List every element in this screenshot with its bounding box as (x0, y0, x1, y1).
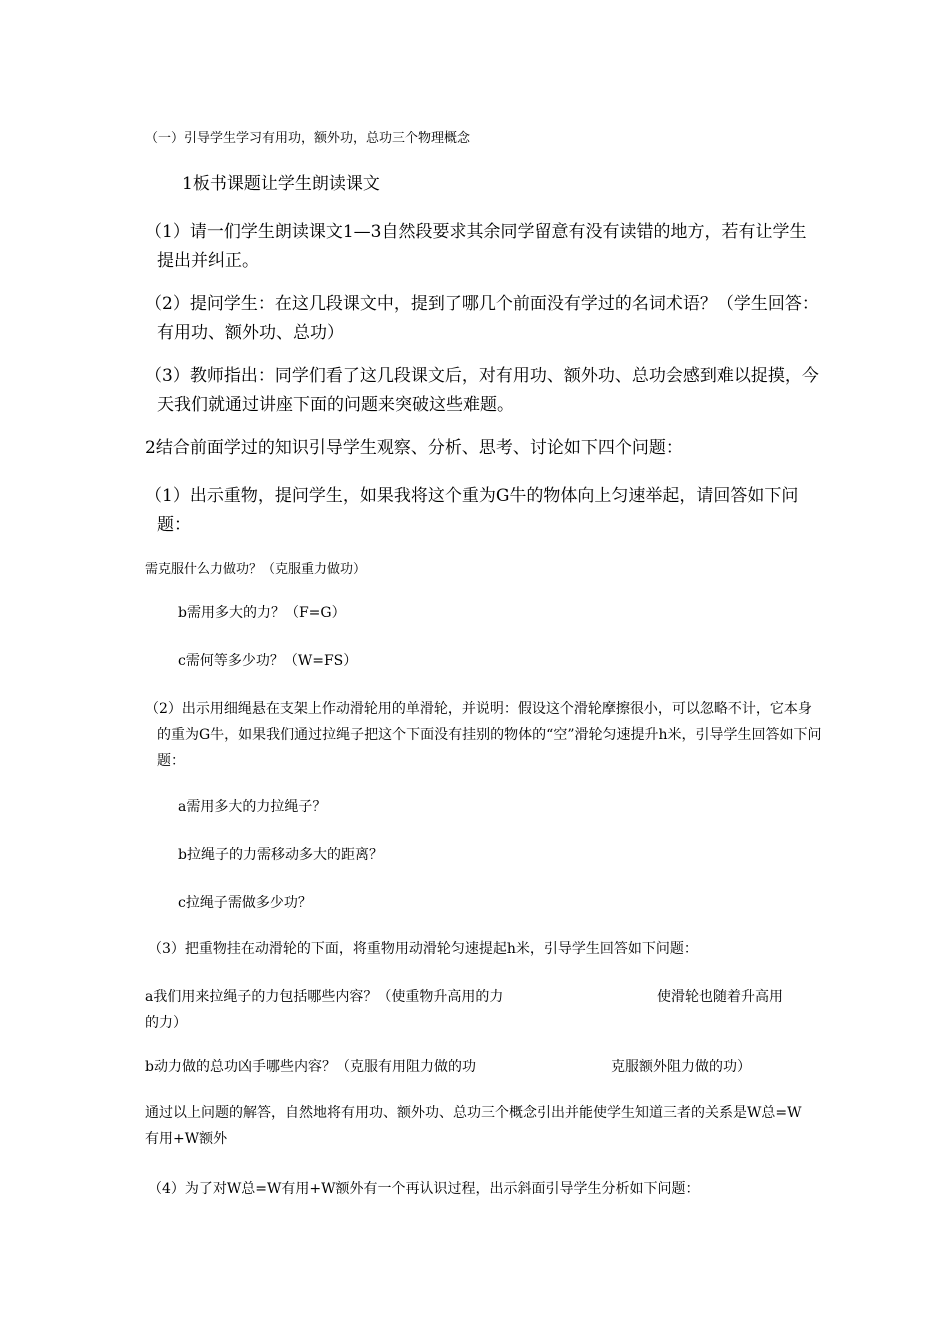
question-1-b: b需用多大的力？（F=G） (178, 605, 346, 621)
question-3-a-part-2: 使滑轮也随着升高用 (657, 989, 783, 1005)
question-3: （3）把重物挂在动滑轮的下面，将重物用动滑轮匀速提起h米，引导学生回答如下问题： (148, 941, 698, 957)
question-4: （4）为了对W总=W有用+W额外有一个再认识过程，出示斜面引导学生分析如下问题： (148, 1181, 700, 1197)
question-2-c: c拉绳子需做多少功？ (178, 895, 312, 911)
section-title: （一）引导学生学习有用功，额外功，总功三个物理概念 (145, 131, 471, 146)
question-3-a-part-1: a我们用来拉绳子的力包括哪些内容？（使重物升高用的力 (145, 989, 504, 1005)
question-1-a: 需克服什么力做功？（克服重力做功） (145, 562, 367, 577)
heading-2: 2结合前面学过的知识引导学生观察、分析、思考、讨论如下四个问题： (145, 438, 683, 458)
heading-1: 1板书课题让学生朗读课文 (182, 174, 380, 194)
paragraph-step-1-3: （3）教师指出：同学们看了这几段课文后，对有用功、额外功、总功会感到难以捉摸，今天我们就通过讲座下面的问题来突破这些难题。 (145, 366, 819, 415)
summary-paragraph: 通过以上问题的解答，自然地将有用功、额外功、总功三个概念引出并能使学生知道三者的关系是W总=W有用+W额外 (145, 1105, 802, 1147)
paragraph-step-1-2: （2）提问学生：在这几段课文中，提到了哪几个前面没有学过的名词术语？（学生回答：有用功、额外功、总功） (145, 294, 819, 343)
question-2-b: b拉绳子的力需移动多大的距离？ (178, 847, 383, 863)
paragraph-step-1-1: （1）请一们学生朗读课文1—3自然段要求其余同学留意有没有读错的地方，若有让学生提出并纠正。 (145, 222, 807, 271)
question-3-a (145, 984, 810, 1036)
question-3-b-part-1: b动力做的总功凶手哪些内容？（克服有用阻力做的功 (145, 1059, 476, 1075)
question-3-b (145, 1054, 810, 1080)
question-2-a: a需用多大的力拉绳子？ (178, 799, 327, 815)
question-1-c: c需何等多少功？（W=FS） (178, 653, 358, 669)
question-3-b-part-2: 克服额外阻力做的功） (611, 1059, 751, 1075)
question-3-a-part-3: 的力） (145, 1015, 187, 1031)
question-1: （1）出示重物，提问学生，如果我将这个重为G牛的物体向上匀速举起，请回答如下问题： (145, 486, 799, 535)
question-2: （2）出示用细绳悬在支架上作动滑轮用的单滑轮，并说明：假设这个滑轮摩擦很小，可以忽略不计，它本身的重为G牛，如果我们通过拉绳子把这个下面没有挂别的物体的“空”滑轮匀速提升h米，引导学生回答如下问题： (145, 701, 822, 769)
